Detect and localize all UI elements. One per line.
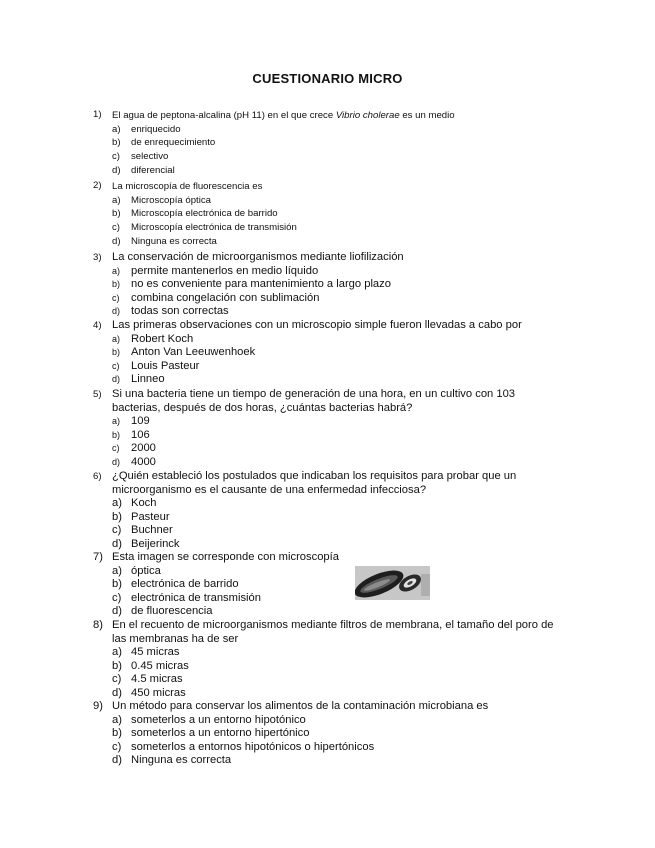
micrograph-image (355, 566, 430, 600)
option-c: c) 2000 (112, 442, 156, 455)
question-9 (93, 700, 563, 768)
question-stem: En el recuento de microorganismos mediante filtros de membrana, el tamaño del poro de las membranas ha de ser (112, 619, 554, 645)
option-b: b) electrónica de barrido (112, 578, 239, 591)
option-c: c) Louis Pasteur (112, 359, 200, 372)
question-8 (93, 619, 563, 701)
option-a: a) enriquecido (112, 123, 181, 135)
option-d: d) 4000 (112, 455, 156, 468)
option-c: c) electrónica de transmisión (112, 591, 261, 604)
question-stem: Las primeras observaciones con un microscopio simple fueron llevadas a cabo por (112, 319, 522, 331)
option-a: a) permite mantenerlos en medio líquido (112, 264, 319, 277)
question-stem: ¿Quién estableció los postulados que indicaban los requisitos para probar que un microorganismo es el causante de una enfermedad infecciosa? (112, 470, 517, 496)
question-number: 4) (93, 320, 102, 331)
option-b: b) someterlos a un entorno hipertónico (112, 727, 310, 740)
option-d: d) de fluorescencia (112, 605, 213, 618)
option-a: a) óptica (112, 564, 161, 577)
option-b: b) Microscopía electrónica de barrido (112, 208, 278, 220)
page-title: CUESTIONARIO MICRO (252, 71, 403, 86)
question-1 (93, 109, 563, 178)
option-c: c) Microscopía electrónica de transmisión (112, 222, 297, 234)
question-number: 1) (93, 109, 102, 120)
option-a: a) Microscopía óptica (112, 194, 211, 206)
question-stem: Un método para conservar los alimentos de la contaminación microbiana es (112, 700, 489, 712)
species-name: Vibrio cholerae (335, 110, 400, 121)
option-c: c) combina congelación con sublimación (112, 291, 320, 304)
option-d: d) todas son correctas (112, 305, 229, 318)
question-number: 7) (93, 551, 103, 563)
question-stem: La conservación de microorganismos mediante liofilización (112, 251, 404, 263)
option-c: c) Buchner (112, 524, 173, 537)
option-d: d) Ninguna es correcta (112, 235, 217, 247)
option-a: a) 109 (112, 415, 150, 428)
option-d: d) 450 micras (112, 686, 186, 699)
question-5 (93, 388, 563, 470)
question-4 (93, 319, 563, 387)
option-b: b) 106 (112, 428, 150, 441)
option-c: c) 4.5 micras (112, 673, 183, 686)
option-d: d) Beijerinck (112, 537, 180, 550)
option-a: a) 45 micras (112, 646, 180, 659)
option-d: d) diferencial (112, 164, 175, 176)
option-b: b) de enrequecimiento (112, 137, 216, 149)
option-b: b) no es conveniente para mantenimiento a largo plazo (112, 278, 391, 291)
question-number: 2) (93, 180, 102, 191)
question-number: 6) (93, 471, 102, 482)
question-stem: Si una bacteria tiene un tiempo de generación de una hora, en un cultivo con 103 bacterias, después de dos horas, ¿cuántas bacterias habrá? (112, 388, 516, 414)
option-a: a) Koch (112, 497, 157, 510)
question-number: 5) (93, 389, 102, 400)
option-a: a) Robert Koch (112, 332, 194, 345)
option-b: b) 0.45 micras (112, 659, 189, 672)
question-stem: El agua de peptona-alcalina (pH 11) en el que crece Vibrio cholerae es un medio (112, 110, 455, 121)
question-3 (93, 251, 563, 319)
option-c: c) someterlos a entornos hipotónicos o hipertónicos (112, 740, 375, 753)
question-stem: La microscopía de fluorescencia es (112, 181, 263, 192)
question-number: 8) (93, 619, 103, 631)
question-number: 9) (93, 700, 103, 712)
option-a: a) someterlos a un entorno hipotónico (112, 713, 306, 726)
option-b: b) Pasteur (112, 510, 170, 523)
question-2 (93, 180, 563, 249)
option-d: d) Ninguna es correcta (112, 754, 232, 767)
option-d: d) Linneo (112, 373, 165, 386)
question-7 (93, 551, 563, 619)
option-b: b) Anton Van Leeuwenhoek (112, 346, 256, 359)
question-6 (93, 470, 563, 552)
question-stem: Esta imagen se corresponde con microscopía (112, 551, 339, 563)
option-c: c) selectivo (112, 151, 169, 163)
question-number: 3) (93, 252, 102, 263)
